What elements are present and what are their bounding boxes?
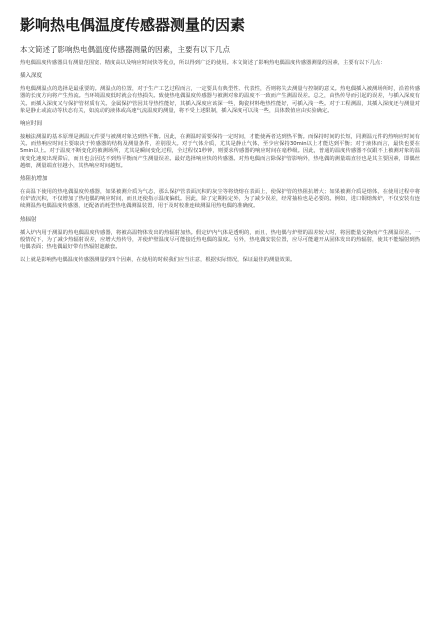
closing-paragraph: 以上就是影响热电偶温度传感器测量的四个因素，在使用的时候我们应当注意，根据实际情况，保证最佳的测量效果。 [20,257,296,264]
document-title: 影响热电偶温度传感器测量的因素 [20,16,246,34]
document-body [20,60,420,270]
section-paragraph-insertion-depth: 热电偶测温点的选择是最重要的。测温点的位置，对于生产工艺过程而言，一定要具有典型性、代表性，否则将失去测量与控制的意义。热电偶插入被测场所时，沿着传感器的长度方向将产生热流。当环境温度低时就会有热损失。致使热电偶温度传感器与被测对象的温度不一致而产生测温误差。总之，由热传导而引起的误差，与插入深度有关。而插入深度又与保护管材质有关。金属保护管因其导热性能好，其插入深度应该深一些，陶瓷材料绝热性能好，可插入浅一些。对于工程测温，其插入深度还与测量对象是静止或流动等状态有关，如流动的液体或高速气流温度的测量，将不受上述限制，插入深度可以浅一些，具体数值应由实验确定。 [20,86,420,114]
section-heading-insertion-depth: 插入深度 [20,73,43,80]
section-paragraph-response-time: 接触法测温的基本原理是测温元件要与被测对象达到热平衡。因此，在测温时需要保持一定时间，才能使两者达到热平衡。而保持时间的长短，同测温元件的热响应时间有关。而热响应时间主要取决于传感器的结构及测量条件，差别很大。对于气体介质，尤其是静止气体，至少应保持30min以上才能达到平衡；对于液体而言，最快也要在5min以上。对于温度不断变化的被测场所，尤其是瞬间变化过程，全过程仅1秒钟，则要求传感器的响应时间在毫秒级。因此，普通的温度传感器不仅跟不上被测对象的温度变化速度出现滞后，而且也会因达不到热平衡而产生测量误差。最好选择响应快的传感器。对热电偶而言除保护管影响外，热电偶的测量端直径也是其主要因素，即偶丝越细，测量端直径越小，其热响应时间越短。 [20,134,420,169]
section-paragraph-thermal-radiation: 插入炉内用于测温的热电偶温度传感器，将被高温物体发出的热辐射加热。假定炉内气体是透明的，而且，热电偶与炉壁的温差较大时，将因能量交换而产生测温误差。一般情况下，为了减少热辐射误差，应增大热传导，并使炉壁温度尽可能接近热电偶的温度。另外，热电偶安装位置，应尽可能避开从固体发出的热辐射，使其不能辐射到热电偶表面；热电偶最好带有热辐射遮蔽套。 [20,229,420,251]
section-heading-thermal-radiation: 热辐射 [20,216,37,223]
document-summary: 本文简述了影响热电偶温度传感器测量的因素，主要有以下几点 [20,45,230,54]
intro-paragraph: 热电偶温度传感器具有测量范围宽、精度高以及响应时间快等优点，所以得到广泛的使用。本文简述了影响热电偶温度传感器测量的因素，主要有以下几点： [20,60,386,66]
section-heading-response-time: 响应时间 [20,121,43,128]
section-heading-thermal-impedance: 热阻抗增加 [20,176,48,183]
section-paragraph-thermal-impedance: 在高温下使用的热电偶温度传感器，如果被测介质为气态，那么保护管表面沉积的灰尘等将烧熔在表面上，使保护管的热阻抗增大；如果被测介质是熔体，在使用过程中将有炉渣沉积，不仅增加了热电偶的响应时间，而且还使指示温度偏低。因此，除了定期检定外，为了减少误差，经常抽检也是必要的。例如，进口铜熔炼炉，不仅安装有连续测温热电偶温度传感器，还配备消耗型热电偶测温装置，用于及时校准连续测温用热电偶的准确度。 [20,189,420,210]
